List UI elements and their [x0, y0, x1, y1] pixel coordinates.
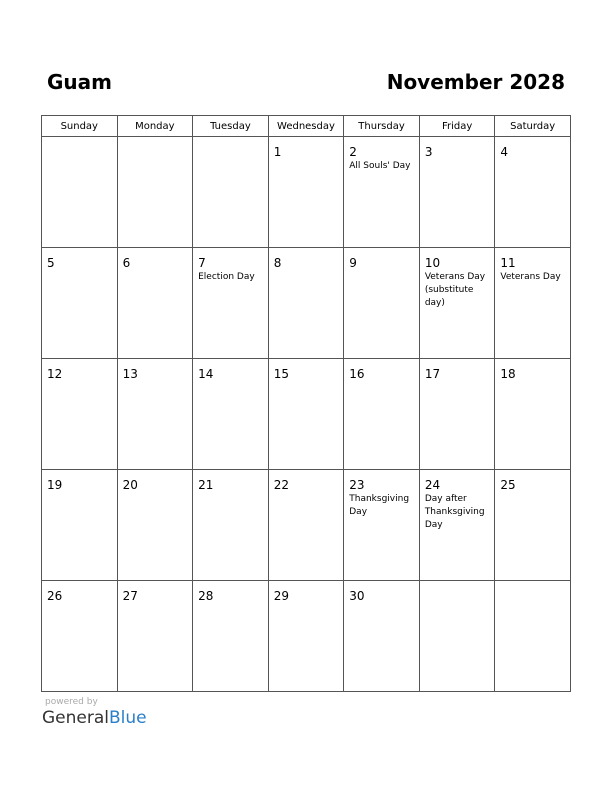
powered-by-text: powered by: [45, 697, 98, 707]
holiday-label: Veterans Day (substitute day): [424, 272, 486, 308]
weekday-header: Friday: [419, 116, 495, 137]
day-number: 7: [198, 256, 206, 270]
day-cell: [42, 137, 118, 248]
day-number: 14: [198, 367, 214, 381]
week-row: [42, 137, 571, 248]
day-cell: [42, 359, 118, 470]
day-number: 30: [349, 589, 365, 603]
brand-logo-part1: General: [42, 708, 109, 728]
day-number: 21: [198, 478, 214, 492]
day-number: 9: [349, 256, 357, 270]
day-number: 11: [500, 256, 516, 270]
day-cell: [42, 470, 118, 581]
day-number: 13: [122, 367, 138, 381]
week-row: [42, 470, 571, 581]
weekday-header: Wednesday: [268, 116, 344, 137]
day-number: 16: [349, 367, 365, 381]
holiday-label: All Souls' Day: [349, 161, 411, 171]
day-number: 29: [273, 589, 289, 603]
day-cell: [193, 248, 269, 359]
day-cell: [495, 470, 571, 581]
day-cell: [117, 359, 193, 470]
brand-logo[interactable]: [42, 708, 147, 728]
day-cell: [419, 359, 495, 470]
day-number: 27: [122, 589, 138, 603]
day-cell: [419, 581, 495, 692]
day-number: 10: [424, 256, 441, 270]
day-cell: [268, 248, 344, 359]
weekday-header: Thursday: [344, 116, 420, 137]
day-number: 18: [500, 367, 516, 381]
holiday-label: Veterans Day: [500, 272, 561, 282]
holiday-label: Day after Thanksgiving Day: [424, 494, 485, 530]
region-title: Guam: [47, 70, 112, 94]
day-number: 28: [198, 589, 214, 603]
week-row: [42, 248, 571, 359]
day-cell: [193, 581, 269, 692]
day-cell: [193, 359, 269, 470]
day-number: 4: [500, 145, 509, 159]
weekday-header: Monday: [117, 116, 193, 137]
week-row: [42, 359, 571, 470]
day-number: 3: [424, 145, 433, 159]
day-cell: [42, 248, 118, 359]
day-cell: [117, 470, 193, 581]
day-cell: [419, 137, 495, 248]
holiday-label: Election Day: [198, 272, 255, 282]
day-cell: [193, 470, 269, 581]
day-number: 22: [273, 478, 289, 492]
day-number: 19: [47, 478, 63, 492]
day-number: 17: [424, 367, 441, 381]
day-cell: [42, 581, 118, 692]
day-cell: [268, 359, 344, 470]
day-cell: [344, 581, 420, 692]
day-number: 25: [500, 478, 516, 492]
brand-logo-part2: Blue: [109, 708, 147, 728]
day-number: 1: [273, 145, 282, 159]
day-cell: [268, 581, 344, 692]
day-cell: [268, 470, 344, 581]
day-number: 15: [273, 367, 289, 381]
day-number: 26: [47, 589, 63, 603]
day-number: 6: [122, 256, 131, 270]
day-number: 5: [47, 256, 55, 270]
day-cell: [495, 248, 571, 359]
day-number: 23: [349, 478, 365, 492]
day-number: 12: [47, 367, 63, 381]
weekday-header-row: [42, 116, 571, 137]
day-number: 20: [122, 478, 138, 492]
day-cell: [193, 137, 269, 248]
day-cell: [495, 137, 571, 248]
day-cell: [495, 581, 571, 692]
day-number: 2: [349, 145, 357, 159]
day-cell: [268, 137, 344, 248]
weekday-header: Tuesday: [193, 116, 269, 137]
day-cell: [117, 137, 193, 248]
holiday-label: Thanksgiving Day: [349, 494, 410, 517]
calendar-grid: [41, 115, 571, 692]
week-row: [42, 581, 571, 692]
month-year-title: November 2028: [386, 70, 565, 94]
day-number: 24: [424, 478, 441, 492]
day-cell: [419, 470, 495, 581]
weekday-header: Saturday: [495, 116, 571, 137]
day-cell: [344, 359, 420, 470]
weekday-header: Sunday: [42, 116, 118, 137]
day-number: 8: [273, 256, 282, 270]
day-cell: [344, 248, 420, 359]
day-cell: [117, 248, 193, 359]
day-cell: [344, 470, 420, 581]
day-cell: [117, 581, 193, 692]
day-cell: [419, 248, 495, 359]
day-cell: [344, 137, 420, 248]
day-cell: [495, 359, 571, 470]
